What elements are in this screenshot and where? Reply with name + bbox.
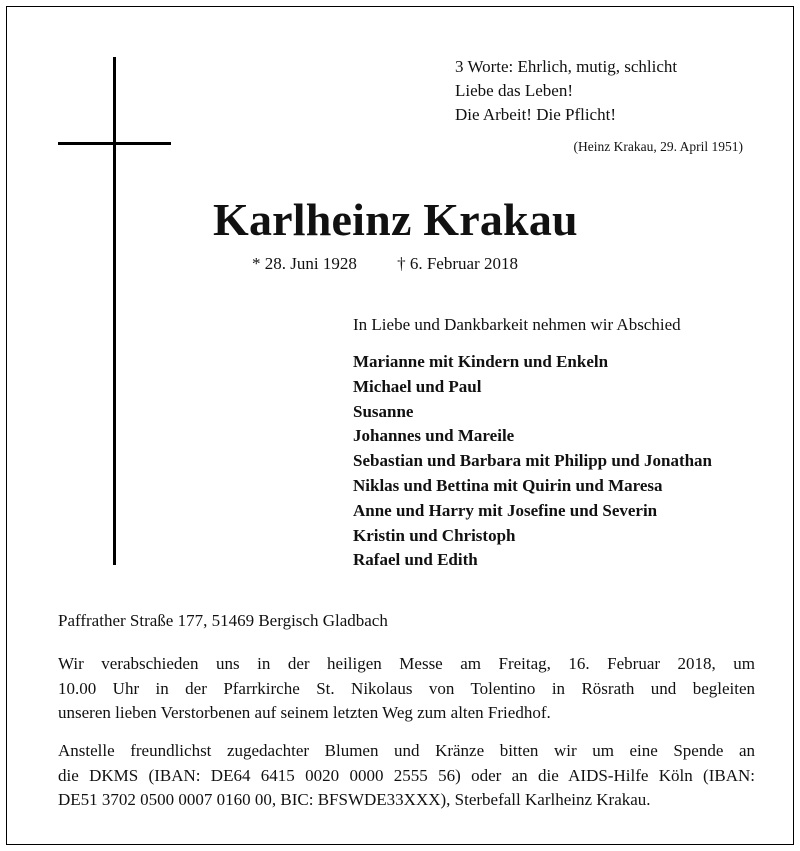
quote-source: (Heinz Krakau, 29. April 1951)	[573, 139, 743, 154]
life-dates	[252, 254, 518, 274]
quote-line: 3 Worte: Ehrlich, mutig, schlicht	[455, 57, 678, 76]
address: Paffrather Straße 177, 51469 Bergisch Gladbach	[58, 611, 388, 630]
paragraph-line: die DKMS (IBAN: DE64 6415 0020 0000 2555 56) oder an die AIDS-Hilfe Köln (IBAN:	[58, 765, 755, 785]
cross-icon	[113, 57, 116, 565]
paragraph-line: 10.00 Uhr in der Pfarrkirche St. Nikolaus von Tolentino in Rösrath und begleiten	[58, 678, 755, 698]
cross-icon-bar	[58, 142, 171, 145]
list-item: Johannes und Mareile	[353, 426, 515, 446]
birth-date: * 28. Juni 1928	[252, 254, 357, 273]
donation-paragraph	[58, 739, 755, 813]
quote-line: Die Arbeit! Die Pflicht!	[455, 105, 616, 124]
mourners-list	[353, 350, 712, 573]
list-item: Marianne mit Kindern und Enkeln	[353, 352, 609, 371]
list-item: Anne und Harry mit Josefine und Severin	[353, 500, 658, 520]
list-item: Rafael und Edith	[353, 550, 478, 570]
service-paragraph	[58, 652, 755, 726]
quote-line: Liebe das Leben!	[455, 81, 573, 100]
paragraph-line: DE51 3702 0500 0007 0160 00, BIC: BFSWDE33XXX), Sterbefall Karlheinz Krakau.	[58, 790, 651, 809]
list-item: Sebastian und Barbara mit Philipp und Jonathan	[353, 451, 713, 471]
paragraph-line: unseren lieben Verstorbenen auf seinem letzten Weg zum alten Friedhof.	[58, 703, 551, 722]
list-item: Michael und Paul	[353, 376, 482, 396]
farewell-intro: In Liebe und Dankbarkeit nehmen wir Abschied	[353, 315, 681, 334]
obituary-notice	[6, 6, 794, 845]
death-date: † 6. Februar 2018	[397, 254, 518, 273]
paragraph-line: Wir verabschieden uns in der heiligen Messe am Freitag, 16. Februar 2018, um	[58, 654, 755, 673]
list-item: Kristin und Christoph	[353, 525, 516, 545]
deceased-name: Karlheinz Krakau	[213, 194, 578, 245]
list-item: Niklas und Bettina mit Quirin und Maresa	[353, 475, 663, 495]
paragraph-line: Anstelle freundlichst zugedachter Blumen und Kränze bitten wir um eine Spende an	[58, 741, 755, 760]
list-item: Susanne	[353, 401, 414, 421]
quote-block	[455, 55, 677, 127]
